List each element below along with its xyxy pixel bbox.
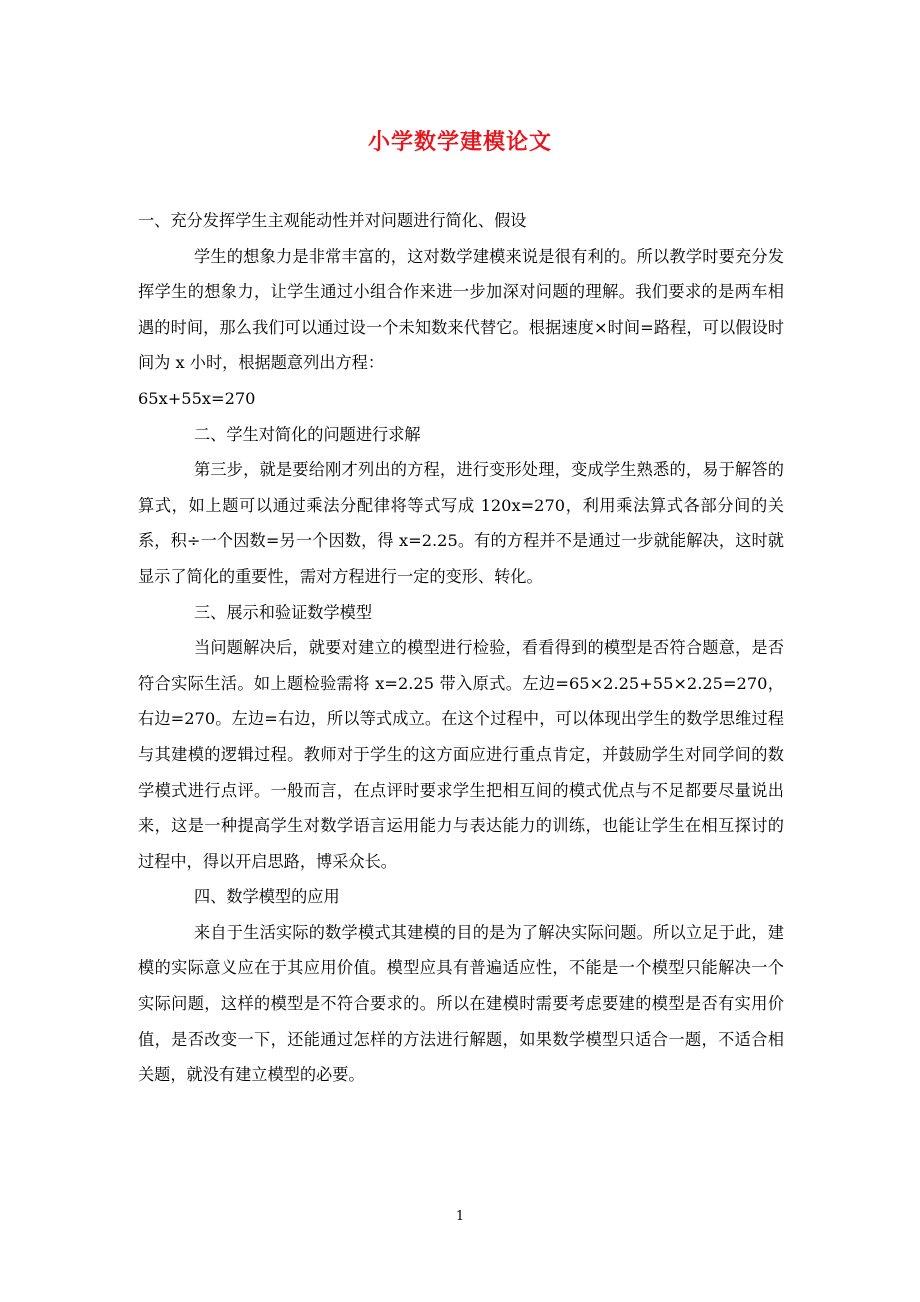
body-paragraph-1: 学生的想象力是非常丰富的，这对数学建模来说是很有利的。所以教学时要充分发挥学生的想象力，让学生通过小组合作来进一步加深对问题的理解。我们要求的是两车相遇的时间，那么我们可以通过设一个未知数来代替它。根据速度×时间=路程，可以假设时间为 x 小时，根据题意列出方程： [138,246,784,373]
section-heading-1: 一、充分发挥学生主观能动性并对问题进行简化、假设 [138,211,527,230]
body-paragraph-2: 第三步，就是要给刚才列出的方程，进行变形处理，变成学生熟悉的，易于解答的算式，如上题可以通过乘法分配律将等式写成 120x=270，利用乘法算式各部分间的关系，积÷一个因数=另一个因数，得 x=2.25。有的方程并不是通过一步就能解决，这时就显示了简化的重要性，需对方程进行一定的变形、转化。 [138,460,784,586]
equation-line: 65x+55x=270 [138,388,256,408]
section-heading-2: 二、学生对简化的问题进行求解 [194,424,421,444]
document-body [138,203,784,1093]
body-paragraph-4: 来自于生活实际的数学模式其建模的目的是为了解决实际问题。所以立足于此，建模的实际意义应在于其应用价值。模型应具有普遍适应性，不能是一个模型只能解决一个实际问题，这样的模型是不符合要求的。所以在建模时需要考虑要建的模型是否有实用价值，是否改变一下，还能通过怎样的方法进行解题，如果数学模型只适合一题，不适合相关题，就没有建立模型的必要。 [138,922,784,1085]
section-heading-3: 三、展示和验证数学模型 [194,602,373,622]
body-paragraph-3: 当问题解决后，就要对建立的模型进行检验，看看得到的模型是否符合题意，是否符合实际生活。如上题检验需将 x=2.25 带入原式。左边=65×2.25+55×2.25=270，右边=270。左边=右边，所以等式成立。在这个过程中，可以体现出学生的数学思维过程与其建模的逻辑过程。教师对于学生的这方面应进行重点肯定，并鼓励学生对同学间的数学模式进行点评。一般而言，在点评时要求学生把相互间的模式优点与不足都要尽量说出来，这是一种提高学生对数学语言运用能力与表达能力的训练，也能让学生在相互探讨的过程中，得以开启思路，博采众长。 [138,638,784,871]
document-title: 小学数学建模论文 [367,129,552,155]
section-heading-4: 四、数学模型的应用 [194,887,340,907]
page-number: 1 [455,1209,465,1224]
